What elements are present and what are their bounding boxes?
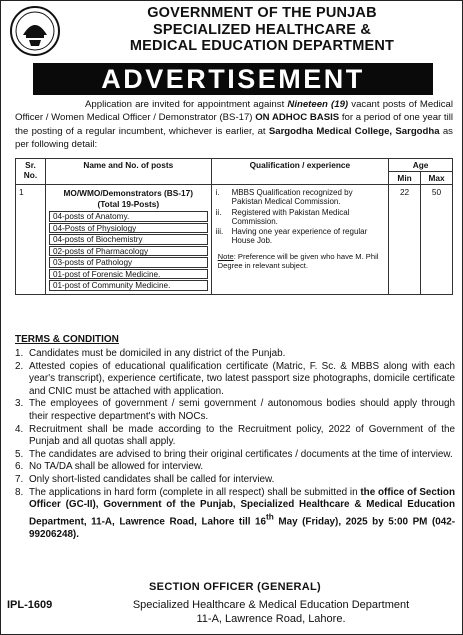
term-number: 3.	[15, 398, 24, 410]
college-name: Sargodha Medical College, Sargodha	[268, 125, 440, 137]
term-text: Recruitment shall be made according to the Recruitment policy, 2022 of Government of the Punjab and all quotas shall apply.	[29, 423, 455, 448]
qualification-text: Registered with Pakistan Medical Commission.	[231, 207, 350, 226]
qualification-text: MBBS Qualification recognized by Pakistan Medical Commission.	[231, 188, 353, 207]
submission-text: The applications in hard form (complete in all respect) shall be submitted in	[29, 486, 361, 498]
qualification-number: ii.	[215, 207, 222, 217]
list-item: 03-posts of Pathology	[49, 257, 208, 268]
terms-list	[15, 348, 455, 541]
header	[9, 5, 459, 63]
posts-cell	[45, 185, 211, 295]
term-text: Only short-listed candidates shall be called for interview.	[29, 473, 275, 485]
section-officer-title: SECTION OFFICER (GENERAL)	[149, 581, 321, 593]
list-item	[15, 487, 455, 542]
term-text: The employees of government / semi government / autonomous bodies should apply through their respective department's with NOCs.	[29, 398, 455, 422]
list-item	[15, 398, 455, 423]
date-suffix: th	[266, 512, 274, 522]
qualification-header: Qualification / experience	[211, 159, 388, 185]
basis-text: ON ADHOC BASIS	[255, 112, 340, 124]
term-number: 7.	[15, 473, 24, 485]
table-header-row	[16, 159, 453, 172]
sr-no-header: Sr. No.	[16, 159, 46, 185]
intro-paragraph	[15, 98, 453, 151]
list-item: 01-post of Forensic Medicine.	[49, 269, 208, 280]
term-number: 2.	[15, 360, 24, 372]
list-item	[15, 361, 455, 399]
age-header: Age	[389, 159, 453, 172]
qualification-number: i.	[215, 188, 220, 197]
max-age-cell: 50	[421, 185, 453, 295]
term-text	[29, 487, 455, 542]
post-total: (Total 19-Posts)	[97, 198, 160, 209]
qualification-item	[216, 227, 384, 246]
heading-line-3: MEDICAL EDUCATION DEPARTMENT	[129, 38, 395, 54]
submission-address: the office of Section Officer (GC-II), Government of the Punjab, Specialized Healthcare & Medical Education Department, 11-A, Lawrence Road, Lahore till 16	[29, 486, 455, 528]
preference-note	[212, 247, 388, 272]
intro-text: as per following detail:	[15, 125, 453, 150]
qualification-cell	[211, 185, 388, 295]
office-address: 11-A, Lawrence Road, Lahore.	[196, 613, 346, 625]
list-item: 02-posts of Pharmacology	[49, 246, 208, 257]
heading-line-2: SPECIALIZED HEALTHCARE &	[152, 21, 371, 38]
list-item: 04-posts of Anatomy.	[49, 211, 208, 222]
list-item	[15, 474, 455, 487]
heading-line-1: GOVERNMENT OF THE PUNJAB	[147, 5, 377, 21]
qualification-item	[216, 208, 384, 227]
post-title	[46, 185, 211, 211]
list-item	[15, 348, 455, 361]
note-text: : Preference will be given who have M. Phil Degree in relevant subject.	[217, 251, 379, 270]
term-text: The candidates are advised to bring their original certificates / documents at the time of interview.	[29, 448, 453, 460]
term-number: 1.	[15, 348, 24, 359]
department-name: Specialized Healthcare & Medical Education Department	[132, 599, 410, 611]
qualification-text: Having one year experience of regular House Job.	[231, 227, 368, 246]
list-item	[15, 461, 455, 474]
advertisement-banner: ADVERTISEMENT	[33, 63, 433, 95]
qualification-list	[212, 185, 388, 246]
term-text: No TA/DA shall be allowed for interview.	[29, 461, 204, 473]
qualification-item	[216, 188, 384, 207]
vacancy-count: Nineteen (19)	[287, 99, 349, 110]
posts-table	[15, 158, 453, 295]
term-text: Candidates must be domiciled in any district of the Punjab.	[29, 348, 286, 359]
department-heading	[67, 5, 457, 55]
post-designation: MO/WMO/Demonstrators (BS-17)	[63, 188, 194, 198]
terms-title: TERMS & CONDITION	[15, 334, 119, 345]
max-age-header: Max	[421, 172, 453, 185]
list-item: 04-posts of Biochemistry	[49, 234, 208, 245]
min-age-header: Min	[389, 172, 421, 185]
ipl-number: IPL-1609	[7, 599, 53, 611]
intro-text: vacant posts of Medical Officer / Women Medical Officer / Demonstrator (BS-17)	[15, 99, 453, 124]
intro-text: Application are invited for appointment against	[85, 99, 288, 110]
intro-text: for a period of one year till the posting of a regular incumbent, whichever is earlier, at	[15, 112, 453, 137]
list-item	[15, 424, 455, 449]
table-row	[16, 185, 453, 295]
qualification-number: iii.	[215, 227, 224, 237]
punjab-emblem-icon	[9, 5, 61, 57]
term-number: 8.	[15, 486, 24, 498]
min-age-cell: 22	[389, 185, 421, 295]
term-number: 5.	[15, 448, 24, 460]
list-item: 01-post of Community Medicine.	[49, 280, 208, 291]
term-text: Attested copies of educational qualification certificate (Matric, F. Sc. & MBBS along with each year's transcript), experience certificate, two latest passport size photographs, domicile certificate and CNIC must be attached with application.	[29, 360, 455, 397]
note-label: Note	[217, 251, 234, 261]
list-item	[15, 449, 455, 462]
term-number: 4.	[15, 423, 24, 435]
posts-header: Name and No. of posts	[45, 159, 211, 185]
list-item: 04-Posts of Physiology	[49, 223, 208, 234]
submission-deadline: May (Friday), 2025 by 5:00 PM (042-99206248).	[29, 516, 456, 540]
term-number: 6.	[15, 461, 24, 473]
sr-no-cell: 1	[16, 185, 46, 295]
